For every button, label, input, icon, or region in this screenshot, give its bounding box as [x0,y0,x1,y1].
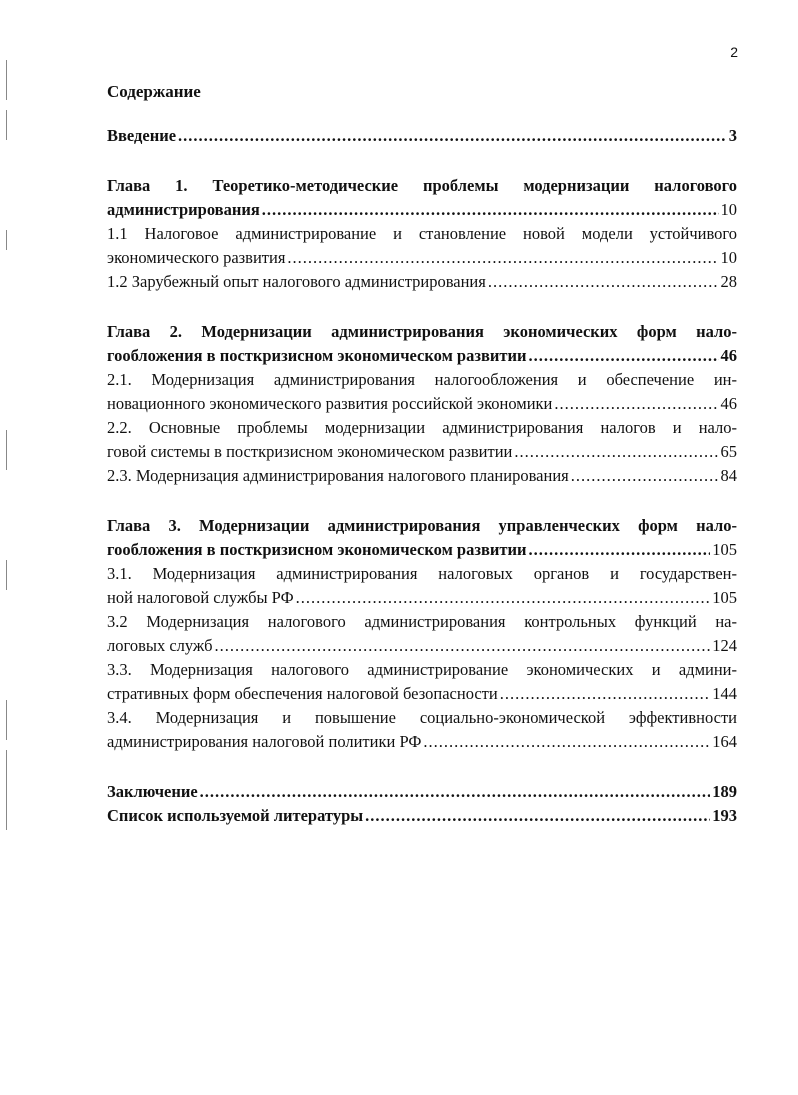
toc-entry-label: Введение [107,126,177,145]
toc-entry-page: 105 [712,588,737,607]
dot-leader [215,634,711,658]
scan-edge-marks [0,0,14,1095]
toc-entry-line: 3.1. Модернизация администрирования налоговых органов и государствен- [107,564,737,583]
toc-title: Содержание [107,82,201,101]
toc-entry-1-1[interactable] [107,222,737,270]
toc-entry-page: 10 [720,200,737,219]
dot-leader [554,392,718,416]
toc-entry-label: 1.2 Зарубежный опыт налогового администрирования [107,272,486,291]
dot-leader [365,804,710,828]
toc-entry-line: 2.2. Основные проблемы модернизации администрирования налогов и нало- [107,418,737,437]
page-number: 2 [730,44,738,60]
dot-leader [262,198,719,222]
dot-leader [571,464,719,488]
toc-entry-page: 10 [720,248,737,267]
toc-entry-page: 105 [712,540,737,559]
toc-entry-conclusion[interactable] [107,780,737,804]
toc-entry-label: ной налоговой службы РФ [107,588,294,607]
toc-entry-chapter-3[interactable] [107,514,737,562]
toc-entry-label: Заключение [107,782,198,801]
toc-entry-label: говой системы в посткризисном экономическом развитии [107,442,513,461]
toc-entry-line: Глава 3. Модернизации администрирования управленческих форм нало- [107,516,737,535]
toc-entry-chapter-1[interactable] [107,174,737,222]
toc-entry-label: 2.3. Модернизация администрирования налогового планирования [107,466,569,485]
toc-entry-page: 28 [720,272,737,291]
toc-entry-intro[interactable] [107,124,737,148]
toc-entry-2-3[interactable] [107,464,737,488]
dot-leader [529,538,711,562]
toc-entry-2-1[interactable] [107,368,737,416]
toc-entry-label: администрирования налоговой политики РФ [107,732,422,751]
toc-entry-label: администрирования [107,200,260,219]
dot-leader [423,730,710,754]
dot-leader [529,344,719,368]
toc-entry-page: 193 [712,806,737,825]
dot-leader [500,682,711,706]
toc-entry-line: 3.2 Модернизация налогового администрирования контрольных функций на- [107,612,737,631]
toc-entry-2-2[interactable] [107,416,737,464]
toc-entry-page: 124 [712,636,737,655]
toc-entry-label: Список используемой литературы [107,806,364,825]
table-of-contents [107,80,737,828]
toc-entry-1-2[interactable] [107,270,737,294]
toc-entry-page: 3 [728,126,737,145]
toc-entry-line: Глава 1. Теоретико-методические проблемы модернизации налогового [107,176,737,195]
toc-entry-line: 1.1 Налоговое администрирование и становление новой модели устойчивого [107,224,737,243]
toc-entry-page: 46 [720,346,737,365]
toc-entry-page: 144 [712,684,737,703]
toc-entry-page: 189 [712,782,737,801]
toc-entry-3-3[interactable] [107,658,737,706]
toc-entry-label: гообложения в посткризисном экономическом развитии [107,346,527,365]
dot-leader [178,124,727,148]
toc-entry-page: 65 [720,442,737,461]
toc-entry-references[interactable] [107,804,737,828]
toc-entry-3-1[interactable] [107,562,737,610]
dot-leader [514,440,718,464]
toc-entry-line: 3.3. Модернизация налогового администрирование экономических и админи- [107,660,737,679]
toc-entry-line: Глава 2. Модернизации администрирования экономических форм нало- [107,322,737,341]
toc-entry-label: логовых служб [107,636,213,655]
toc-entry-page: 46 [720,394,737,413]
toc-entry-chapter-2[interactable] [107,320,737,368]
toc-entry-label: стративных форм обеспечения налоговой безопасности [107,684,498,703]
dot-leader [488,270,719,294]
dot-leader [287,246,718,270]
toc-entry-label: новационного экономического развития российской экономики [107,394,553,413]
toc-entry-label: гообложения в посткризисном экономическом развитии [107,540,527,559]
dot-leader [296,586,711,610]
toc-entry-line: 3.4. Модернизация и повышение социально-экономической эффективности [107,708,737,727]
toc-entry-label: экономического развития [107,248,286,267]
dot-leader [200,780,711,804]
toc-entry-page: 84 [720,466,737,485]
toc-entry-line: 2.1. Модернизация администрирования налогообложения и обеспечение ин- [107,370,737,389]
toc-entry-3-2[interactable] [107,610,737,658]
toc-entry-3-4[interactable] [107,706,737,754]
toc-entry-page: 164 [712,732,737,751]
